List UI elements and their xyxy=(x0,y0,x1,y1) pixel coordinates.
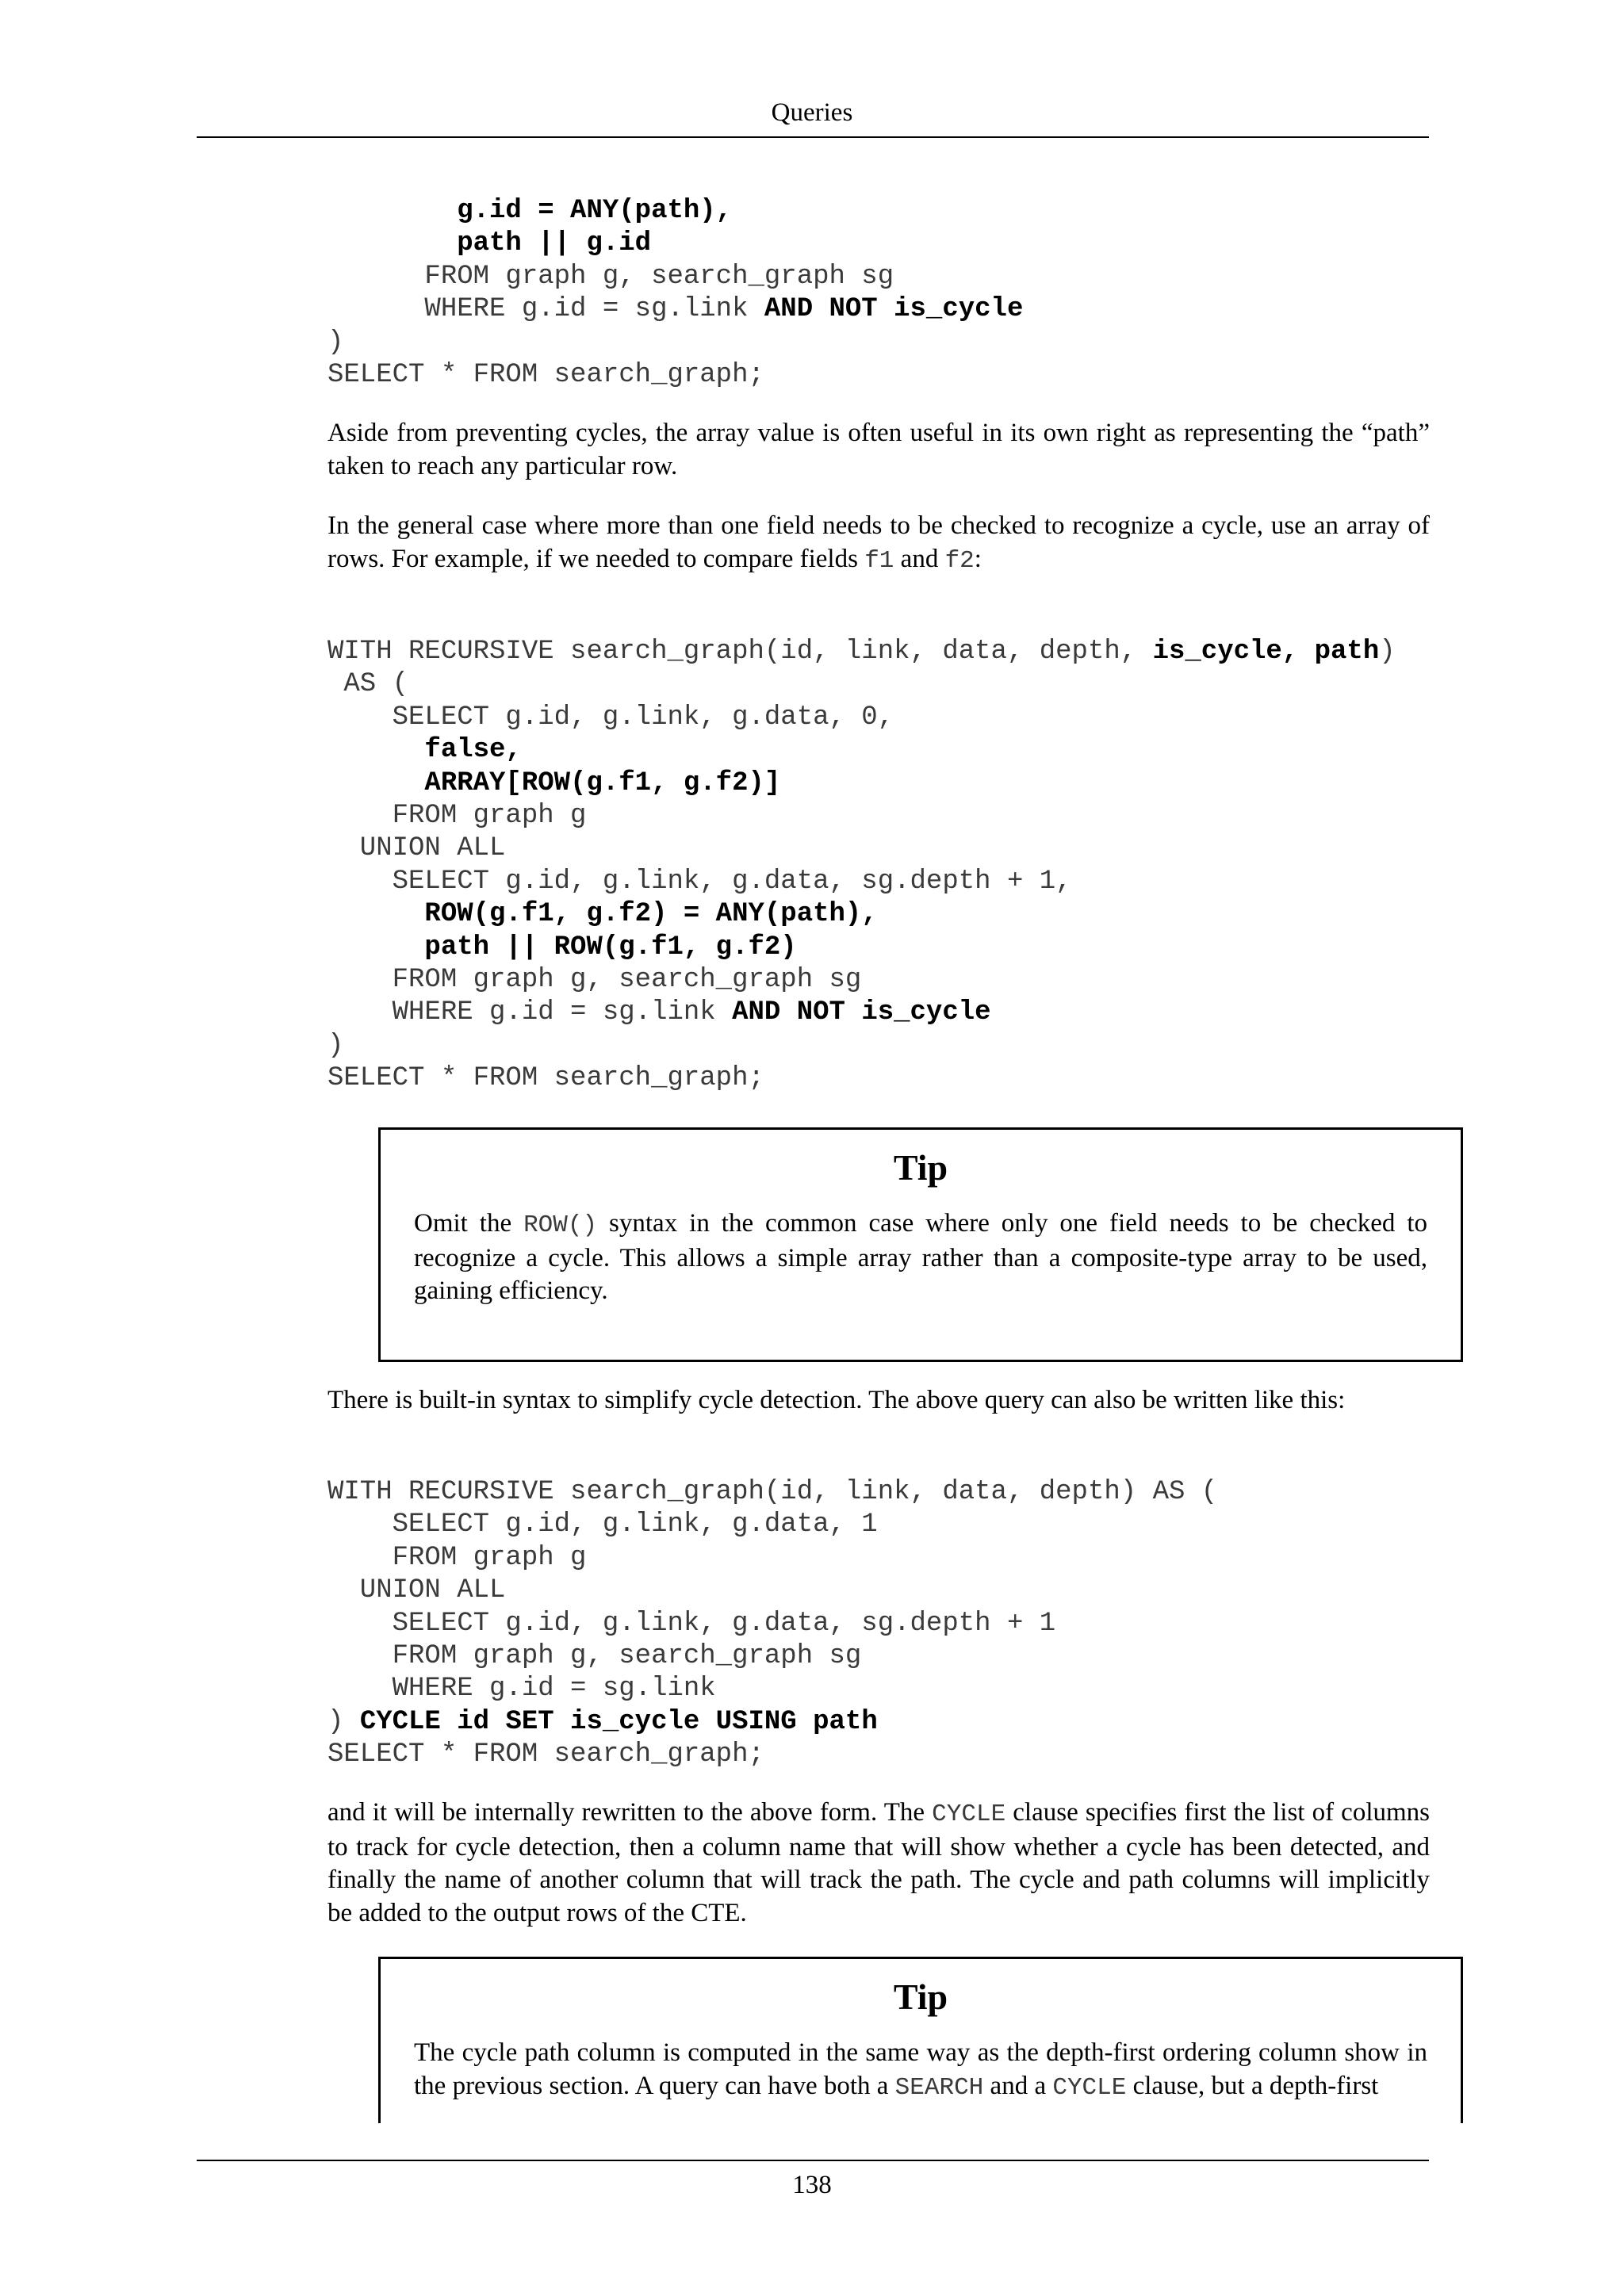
code-keyword: CYCLE id SET is_cycle USING path xyxy=(359,1706,878,1737)
inline-code: CYCLE xyxy=(1052,2073,1127,2102)
inline-code: f1 xyxy=(864,546,894,575)
code-line: path || g.id xyxy=(327,228,652,259)
code-line: FROM graph g, search_graph sg xyxy=(327,965,862,996)
text-run: and it will be internally rewritten to the above form. The xyxy=(327,1798,933,1827)
code-line: ) xyxy=(327,1030,344,1061)
page-number: 138 xyxy=(792,2171,832,2199)
text-run: clause, but a depth-first xyxy=(1126,2071,1379,2100)
code-line: SELECT * FROM search_graph; xyxy=(327,1063,764,1094)
code-line: WHERE g.id = sg.link xyxy=(327,997,733,1028)
footer-rule xyxy=(197,2160,1429,2161)
code-line: FROM graph g, search_graph sg xyxy=(327,1641,862,1672)
code-line: g.id = ANY(path), xyxy=(327,196,733,226)
code-line: ) xyxy=(327,327,344,358)
code-line: SELECT g.id, g.link, g.data, 1 xyxy=(327,1510,878,1540)
tip-text xyxy=(414,1207,1427,1308)
inline-code: CYCLE xyxy=(932,1800,1006,1828)
code-line: false, xyxy=(327,735,522,766)
tip-text xyxy=(414,2037,1427,2104)
text-run: In the general case where more than one field needs to be checked to recognize a cycle, use an array of rows. For example, if we needed to compare fields xyxy=(327,511,1430,573)
tip-box-cycle-path xyxy=(378,1957,1463,2123)
paragraph-array-of-rows xyxy=(327,510,1430,577)
text-run: Omit the xyxy=(414,1209,524,1238)
code-line: WHERE g.id = sg.link xyxy=(327,294,764,325)
code-keyword: AND NOT is_cycle xyxy=(764,294,1024,325)
code-line: WITH RECURSIVE search_graph(id, link, data, depth) AS ( xyxy=(327,1477,1218,1507)
code-line: SELECT * FROM search_graph; xyxy=(327,360,764,391)
tip-box-row-syntax xyxy=(378,1127,1463,1362)
code-line: SELECT g.id, g.link, g.data, sg.depth + 1, xyxy=(327,866,1072,897)
inline-code: f2 xyxy=(944,546,975,575)
inline-code: ROW() xyxy=(523,1211,598,1239)
code-line: SELECT * FROM search_graph; xyxy=(327,1739,764,1770)
text-run: : xyxy=(974,544,982,573)
code-keyword: AND NOT is_cycle xyxy=(732,997,991,1028)
code-line: FROM graph g xyxy=(327,801,587,832)
tip-title: Tip xyxy=(893,1976,948,2017)
code-keyword: is_cycle, path xyxy=(1152,637,1380,667)
code-line: ARRAY[ROW(g.f1, g.f2)] xyxy=(327,767,781,798)
code-line: UNION ALL xyxy=(327,833,506,864)
code-line: path || ROW(g.f1, g.f2) xyxy=(327,932,797,962)
header-rule xyxy=(197,136,1429,138)
running-header: Queries xyxy=(771,98,853,127)
code-line: ) xyxy=(1379,637,1396,667)
text-run: syntax in the common case where only one field needs to be checked to recognize a cycle. This allows a simple array rather than a composite-type array to be used, gaining efficiency. xyxy=(414,1209,1427,1305)
code-line: ) xyxy=(327,1706,360,1737)
code-block-cycle-clause xyxy=(327,1476,1217,1772)
text-run: The cycle path column is computed in the same way as the depth-first ordering column show in the previous section. A query can have both a xyxy=(414,2038,1427,2100)
text-run: and a xyxy=(983,2071,1053,2100)
paragraph-builtin-syntax: There is built-in syntax to simplify cycle detection. The above query can also be written like this: xyxy=(327,1386,1346,1414)
code-line: ROW(g.f1, g.f2) = ANY(path), xyxy=(327,899,878,930)
paragraph-cycle-rewrite xyxy=(327,1797,1430,1930)
tip-title: Tip xyxy=(893,1147,948,1188)
code-line: SELECT g.id, g.link, g.data, sg.depth + 1 xyxy=(327,1608,1056,1639)
code-line: UNION ALL xyxy=(327,1575,506,1606)
code-line: FROM graph g xyxy=(327,1542,587,1573)
code-line: SELECT g.id, g.link, g.data, 0, xyxy=(327,702,894,733)
code-block-row-array xyxy=(327,636,1396,1096)
code-line: WHERE g.id = sg.link xyxy=(327,1674,716,1705)
text-run: clause specifies first the list of columns to track for cycle detection, then a column name that will show whether a cycle has been detected, and finally the name of another column that will track the path. The cycle and path columns will implicitly be added to the output rows of the CTE. xyxy=(327,1798,1430,1927)
inline-code: SEARCH xyxy=(894,2073,984,2102)
paragraph-path-note: Aside from preventing cycles, the array value is often useful in its own right as representing the “path” taken to reach any particular row. xyxy=(327,419,1430,480)
code-line: AS ( xyxy=(327,669,409,700)
text-run: and xyxy=(894,544,945,573)
code-line: WITH RECURSIVE search_graph(id, link, data, depth, xyxy=(327,637,1153,667)
code-block-cycle-tail xyxy=(327,195,1023,392)
code-line: FROM graph g, search_graph sg xyxy=(327,261,894,292)
